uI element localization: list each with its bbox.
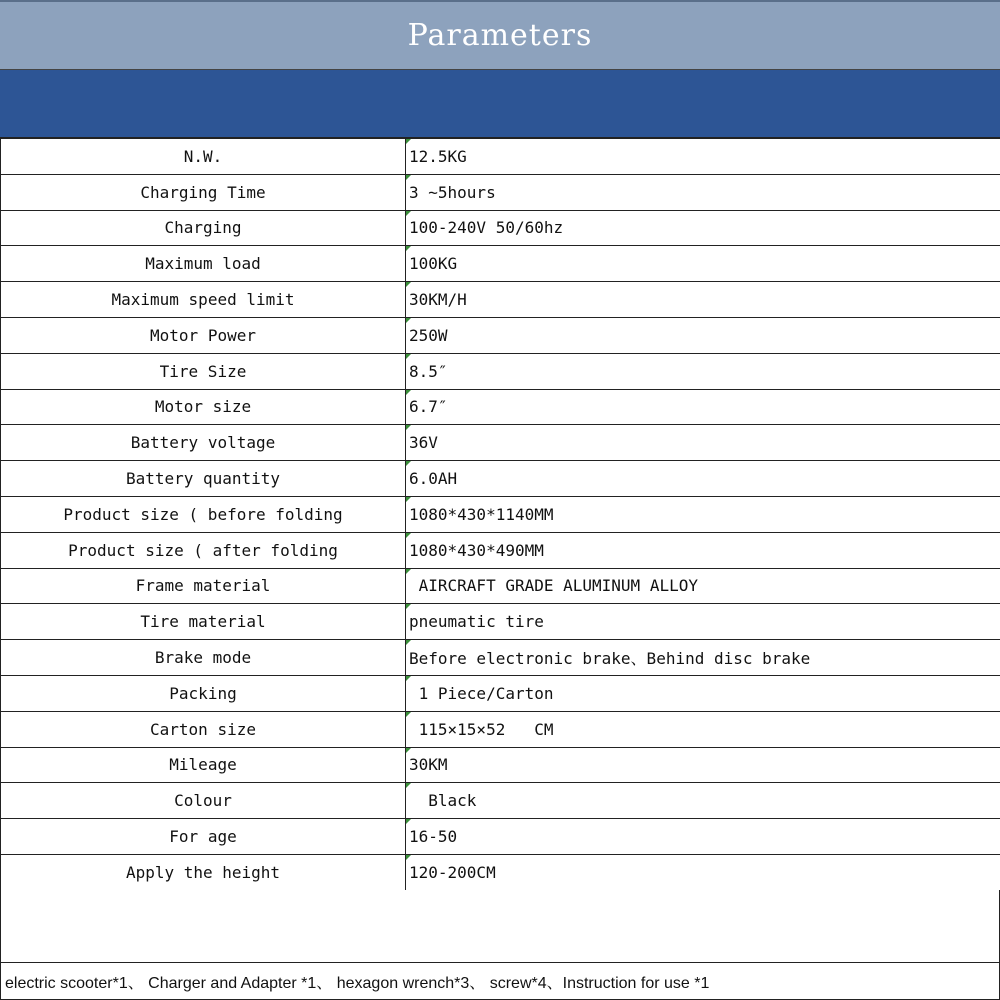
parameter-label: Brake mode xyxy=(1,640,406,676)
parameter-label: N.W. xyxy=(1,139,406,175)
parameter-value: 115×15×52 CM xyxy=(406,711,1000,747)
table-row xyxy=(1,246,1000,282)
table-row xyxy=(1,640,1000,676)
parameter-label: For age xyxy=(1,819,406,855)
package-contents-text: electric scooter*1、 Charger and Adapter *1、 hexagon wrench*3、 screw*4、Instruction for use *1 xyxy=(5,974,710,992)
parameter-value: 12.5KG xyxy=(406,139,1000,175)
table-row xyxy=(1,675,1000,711)
package-contents-row xyxy=(0,962,1000,1000)
parameter-label: Mileage xyxy=(1,747,406,783)
parameter-value: 1 Piece/Carton xyxy=(406,675,1000,711)
parameter-value: pneumatic tire xyxy=(406,604,1000,640)
parameter-value: 30KM/H xyxy=(406,282,1000,318)
table-row xyxy=(1,461,1000,497)
parameter-label: Frame material xyxy=(1,568,406,604)
parameter-label: Battery quantity xyxy=(1,461,406,497)
table-row xyxy=(1,353,1000,389)
table-row xyxy=(1,783,1000,819)
parameter-label: Maximum speed limit xyxy=(1,282,406,318)
parameter-value: 100KG xyxy=(406,246,1000,282)
table-row xyxy=(1,139,1000,175)
parameter-label: Charging Time xyxy=(1,174,406,210)
parameter-value: 8.5″ xyxy=(406,353,1000,389)
parameter-label: Motor Power xyxy=(1,317,406,353)
parameter-value: 16-50 xyxy=(406,819,1000,855)
parameter-value: AIRCRAFT GRADE ALUMINUM ALLOY xyxy=(406,568,1000,604)
parameter-label: Tire Size xyxy=(1,353,406,389)
parameters-table-body xyxy=(1,139,1000,891)
parameter-label: Carton size xyxy=(1,711,406,747)
parameter-label: Tire material xyxy=(1,604,406,640)
parameter-label: Apply the height xyxy=(1,854,406,890)
table-row xyxy=(1,711,1000,747)
table-row xyxy=(1,496,1000,532)
title-bar xyxy=(0,0,1000,70)
table-row xyxy=(1,854,1000,890)
table-row xyxy=(1,389,1000,425)
parameter-label: Battery voltage xyxy=(1,425,406,461)
parameter-label: Colour xyxy=(1,783,406,819)
parameter-label: Packing xyxy=(1,675,406,711)
parameter-value: 250W xyxy=(406,317,1000,353)
parameter-value: 6.0AH xyxy=(406,461,1000,497)
parameter-value: 3 ~5hours xyxy=(406,174,1000,210)
page-title: Parameters xyxy=(407,18,593,53)
table-row xyxy=(1,568,1000,604)
table-row xyxy=(1,210,1000,246)
table-row xyxy=(1,174,1000,210)
parameter-value: 100-240V 50/60hz xyxy=(406,210,1000,246)
parameter-label: Motor size xyxy=(1,389,406,425)
parameter-value: 30KM xyxy=(406,747,1000,783)
blank-row xyxy=(0,890,1000,962)
parameter-value: 6.7″ xyxy=(406,389,1000,425)
parameter-label: Product size ( before folding xyxy=(1,496,406,532)
parameter-value: 1080*430*490MM xyxy=(406,532,1000,568)
table-row xyxy=(1,819,1000,855)
parameter-label: Maximum load xyxy=(1,246,406,282)
parameter-label: Product size ( after folding xyxy=(1,532,406,568)
table-row xyxy=(1,282,1000,318)
table-row xyxy=(1,425,1000,461)
parameters-table xyxy=(0,138,1000,891)
parameter-value: 120-200CM xyxy=(406,854,1000,890)
table-row xyxy=(1,747,1000,783)
table-row xyxy=(1,532,1000,568)
table-row xyxy=(1,604,1000,640)
header-band xyxy=(0,70,1000,138)
parameter-label: Charging xyxy=(1,210,406,246)
parameter-value: Before electronic brake、Behind disc brake xyxy=(406,640,1000,676)
parameter-value: 36V xyxy=(406,425,1000,461)
parameter-value: Black xyxy=(406,783,1000,819)
table-row xyxy=(1,317,1000,353)
parameter-value: 1080*430*1140MM xyxy=(406,496,1000,532)
